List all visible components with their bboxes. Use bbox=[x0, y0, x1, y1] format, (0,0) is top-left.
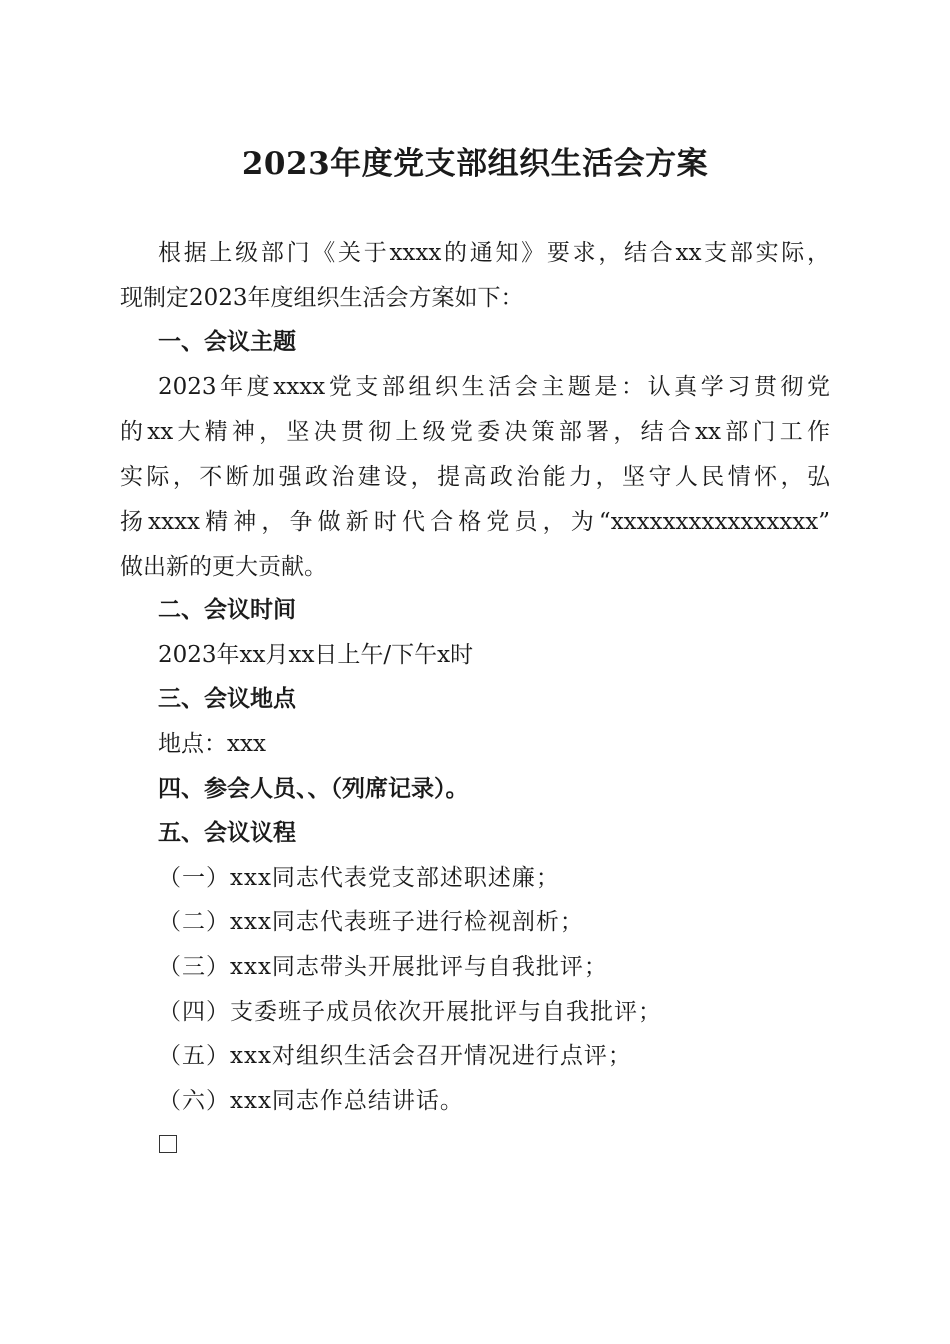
intro-line-1: 根据上级部门《关于xxxx的通知》要求，结合xx支部实际， bbox=[158, 240, 830, 266]
section-heading-attendees: 四、参会人员、、（列席记录）。 bbox=[158, 776, 469, 802]
theme-line-1: 2023年度xxxx党支部组织生活会主题是：认真学习贯彻党 bbox=[158, 374, 830, 400]
meeting-time-text: 2023年xx月xx日上午/下午x时 bbox=[158, 642, 474, 668]
agenda-item-2: （二）xxx同志代表班子进行检视剖析； bbox=[158, 909, 584, 935]
document-title: 2023年度党支部组织生活会方案 bbox=[241, 146, 709, 182]
section-heading-theme: 一、会议主题 bbox=[158, 329, 296, 355]
section-heading-time: 二、会议时间 bbox=[158, 597, 296, 623]
agenda-item-3: （三）xxx同志带头开展批评与自我批评； bbox=[158, 954, 608, 980]
theme-line-3: 实际，不断加强政治建设，提高政治能力，坚守人民情怀，弘 bbox=[120, 464, 830, 490]
section-heading-location: 三、会议地点 bbox=[158, 686, 296, 712]
empty-checkbox-glyph bbox=[159, 1135, 177, 1153]
agenda-item-4: （四）支委班子成员依次开展批评与自我批评； bbox=[158, 999, 662, 1025]
section-heading-agenda: 五、会议议程 bbox=[158, 820, 296, 846]
theme-line-5: 做出新的更大贡献。 bbox=[120, 554, 327, 580]
theme-line-2: 的xx大精神，坚决贯彻上级党委决策部署，结合xx部门工作 bbox=[120, 419, 830, 445]
theme-line-4: 扬xxxx精神，争做新时代合格党员，为“xxxxxxxxxxxxxxxx” bbox=[120, 509, 830, 535]
meeting-location-text: 地点：xxx bbox=[158, 731, 266, 757]
agenda-item-1: （一）xxx同志代表党支部述职述廉； bbox=[158, 865, 560, 891]
agenda-item-5: （五）xxx对组织生活会召开情况进行点评； bbox=[158, 1043, 632, 1069]
intro-line-2: 现制定2023年度组织生活会方案如下： bbox=[120, 285, 524, 311]
agenda-item-6: （六）xxx同志作总结讲话。 bbox=[158, 1088, 464, 1114]
